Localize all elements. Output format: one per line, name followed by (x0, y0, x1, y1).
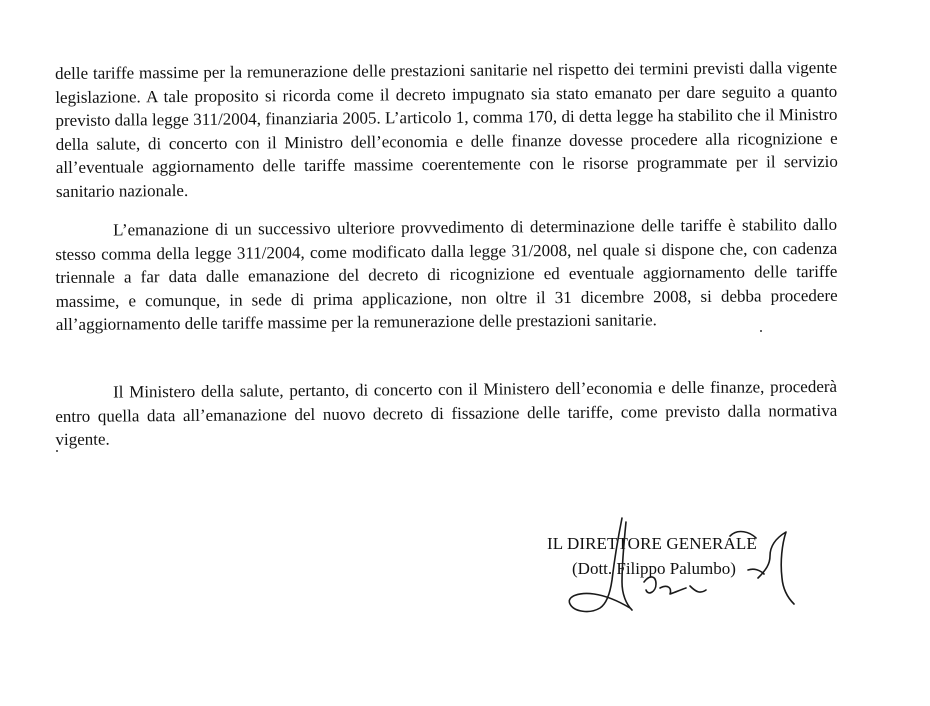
paragraph-1: delle tariffe massime per la remunerazione delle prestazioni sanitarie nel rispetto dei termini previsti dalla vigente legislazione. A tale proposito si ricorda come il decreto impugnato sia stato emanato per dare seguito a quanto previsto dalla legge 311/2004, finanziaria 2005. L’articolo 1, comma 170, di detta legge ha stabilito che il Ministro della salute, di concerto con il Ministro dell’economia e delle finanze dovesse procedere alla ricognizione e all’eventuale aggiornamento delle tariffe massime coerentemente con le risorse programmate per il servizio sanitario nazionale. (55, 57, 838, 201)
signature-block (547, 534, 807, 624)
scan-speck (56, 450, 58, 452)
paragraph-3: Il Ministero della salute, pertanto, di concerto con il Ministero dell’economia e delle finanze, procederà entro quella data all’emanazione del nuovo decreto di fissazione delle tariffe, come previsto dalla normativa vigente. (55, 376, 838, 449)
paragraph-2: L’emanazione di un successivo ulteriore provvedimento di determinazione delle tariffe è stabilito dallo stesso comma della legge 311/2004, come modificato dalla legge 31/2008, nel quale si dispone che, con cadenza triennale a far data dalle emanazione del decreto di ricognizione ed eventuale aggiornamento delle tariffe massime, e comunque, in sede di prima applicazione, non oltre il 31 dicembre 2008, si debba procedere all’aggiornamento delle tariffe massime per la remunerazione delle prestazioni sanitarie. (55, 214, 838, 334)
signature-title: IL DIRETTORE GENERALE (547, 534, 757, 553)
scan-speck (760, 330, 762, 332)
signature-name: (Dott. Filippo Palumbo) (572, 559, 736, 578)
